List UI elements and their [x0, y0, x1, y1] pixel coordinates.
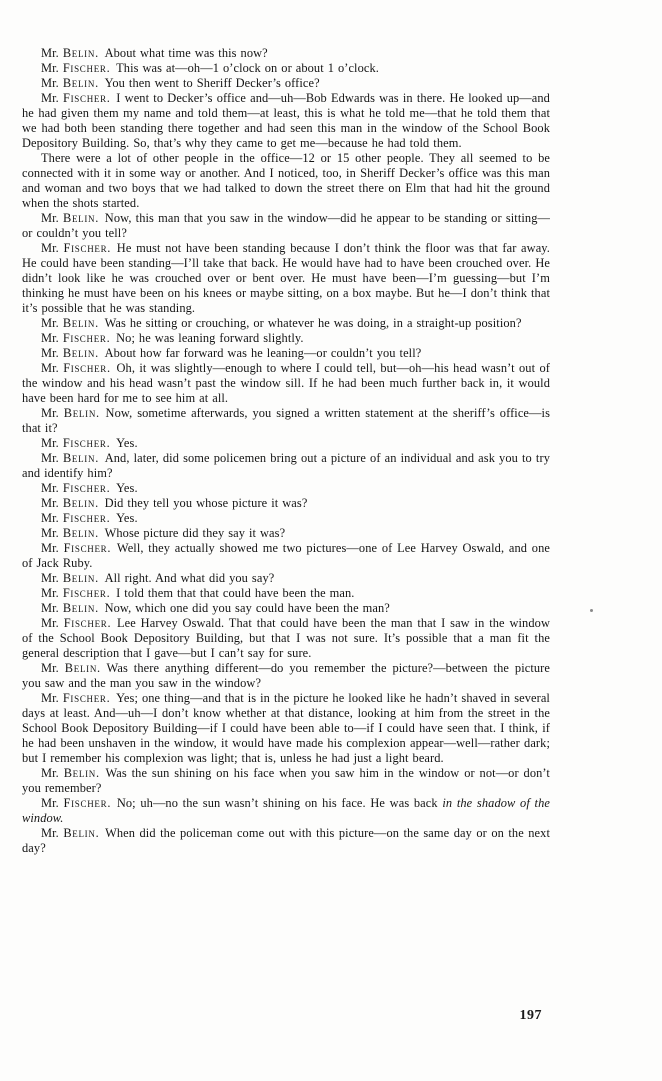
dialogue-paragraph: Mr. Fischer. This was at—oh—1 o’clock on or about 1 o’clock. — [41, 61, 379, 75]
speaker-name: Mr. Belin. — [41, 76, 99, 90]
speaker-name: Mr. Belin. — [41, 526, 99, 540]
dialogue-paragraph: Mr. Fischer. Yes. — [41, 511, 138, 525]
dialogue-paragraph: Mr. Fischer. No; he was leaning forward slightly. — [41, 331, 304, 345]
scan-speck — [590, 609, 593, 612]
speaker-name: Mr. Fischer. — [41, 541, 111, 555]
dialogue-paragraph: Mr. Fischer. He must not have been standing because I don’t think the floor was that far away. He could have been standing—I’ll take that back. He would have had to have been crouched over. He didn’t look like he was crouched over or bent over. He must have been—I’m guessing—but I’m thinking he must have been on his knees or maybe sitting, on a box maybe. But he—I don’t think that it’s possible that he was standing. — [22, 241, 550, 315]
speaker-name: Mr. Fischer. — [41, 331, 110, 345]
speaker-name: Mr. Belin. — [41, 346, 99, 360]
speaker-name: Mr. Fischer. — [41, 436, 110, 450]
speaker-name: Mr. Belin. — [41, 406, 100, 420]
dialogue-paragraph: Mr. Fischer. Yes. — [41, 481, 138, 495]
speaker-name: Mr. Belin. — [41, 316, 99, 330]
speaker-name: Mr. Fischer. — [41, 61, 110, 75]
page-number: 197 — [519, 1008, 542, 1023]
dialogue-paragraph: Mr. Belin. Now, sometime afterwards, you signed a written statement at the sheriff’s office—is that it? — [22, 406, 550, 435]
dialogue-paragraph: Mr. Belin. Was the sun shining on his face when you saw him in the window or not—or don’t you remember? — [22, 766, 550, 795]
dialogue-paragraph: Mr. Belin. Was he sitting or crouching, or whatever he was doing, in a straight-up position? — [41, 316, 522, 330]
italic-phrase: in the shadow of the window. — [22, 796, 550, 825]
dialogue-paragraph: Mr. Belin. Was there anything different—do you remember the picture?—between the picture you saw and the man you saw in the window? — [22, 661, 550, 690]
speaker-name: Mr. Belin. — [41, 601, 99, 615]
dialogue-paragraph: Mr. Belin. When did the policeman come out with this picture—on the same day or on the next day? — [22, 826, 550, 855]
testimony-transcript — [22, 46, 550, 856]
speaker-name: Mr. Belin. — [41, 766, 100, 780]
speaker-name: Mr. Fischer. — [41, 616, 111, 630]
dialogue-paragraph: Mr. Belin. About what time was this now? — [41, 46, 268, 60]
dialogue-paragraph: Mr. Fischer. Oh, it was slightly—enough to where I could tell, but—oh—his head wasn’t out of the window and his head wasn’t past the window sill. If he had been much further back in, it would have been hard for me to see him at all. — [22, 361, 550, 405]
dialogue-paragraph: Mr. Fischer. I told them that that could have been the man. — [41, 586, 355, 600]
speaker-name: Mr. Fischer. — [41, 241, 111, 255]
speaker-name: Mr. Fischer. — [41, 691, 110, 705]
speaker-name: Mr. Belin. — [41, 496, 99, 510]
dialogue-paragraph: Mr. Fischer. I went to Decker’s office and—uh—Bob Edwards was in there. He looked up—and he had given them my name and told them—at least, this is what he told me—that he told them that we had both been standing there together and had seen this man in the window of the School Book Depository Building. So, that’s why they came to get me—because he had told them. — [22, 91, 550, 150]
dialogue-paragraph: Mr. Belin. Did they tell you whose picture it was? — [41, 496, 308, 510]
speaker-name: Mr. Belin. — [41, 826, 99, 840]
speaker-name: Mr. Belin. — [41, 661, 101, 675]
speaker-name: Mr. Fischer. — [41, 586, 110, 600]
dialogue-paragraph: Mr. Belin. About how far forward was he leaning—or couldn’t you tell? — [41, 346, 422, 360]
dialogue-paragraph: Mr. Fischer. Lee Harvey Oswald. That that could have been the man that I saw in the window of the School Book Depository Building, but that I was not sure. It’s possible that a man fit the general description that I gave—but I can’t say for sure. — [22, 616, 550, 660]
speaker-name: Mr. Belin. — [41, 46, 99, 60]
dialogue-paragraph: Mr. Belin. All right. And what did you say? — [41, 571, 275, 585]
dialogue-paragraph: Mr. Belin. You then went to Sheriff Decker’s office? — [41, 76, 320, 90]
speaker-name: Mr. Fischer. — [41, 481, 110, 495]
speaker-name: Mr. Belin. — [41, 211, 99, 225]
speaker-name: Mr. Belin. — [41, 451, 99, 465]
speaker-name: Mr. Fischer. — [41, 91, 110, 105]
dialogue-paragraph: Mr. Fischer. Yes; one thing—and that is in the picture he looked like he hadn’t shaved in several days at least. And—uh—I don’t know whether at that distance, looking at him from the street in the School Book Depository Building—if I could have been able to—if I could have seen that. I think, if he had been unshaven in the window, it would have made his complexion appear—well—rather dark; but I remember his complexion was light; that is, unless he had just a light beard. — [22, 691, 550, 765]
speaker-name: Mr. Belin. — [41, 571, 99, 585]
speaker-name: Mr. Fischer. — [41, 511, 110, 525]
speaker-name: Mr. Fischer. — [41, 361, 111, 375]
speaker-name: Mr. Fischer. — [41, 796, 111, 810]
dialogue-paragraph: Mr. Belin. Now, which one did you say could have been the man? — [41, 601, 390, 615]
dialogue-paragraph: Mr. Belin. And, later, did some policemen bring out a picture of an individual and ask you to try and identify him? — [22, 451, 550, 480]
dialogue-paragraph: There were a lot of other people in the office—12 or 15 other people. They all seemed to be connected with it in some way or another. And I noticed, too, in Sheriff Decker’s office was this man and woman and two boys that we had talked to down the street there on Elm that had hit the ground when the shots started. — [22, 151, 550, 210]
dialogue-paragraph: Mr. Belin. Whose picture did they say it was? — [41, 526, 286, 540]
dialogue-paragraph: Mr. Fischer. Well, they actually showed me two pictures—one of Lee Harvey Oswald, and one of Jack Ruby. — [22, 541, 550, 570]
dialogue-paragraph: Mr. Belin. Now, this man that you saw in the window—did he appear to be standing or sitting—or couldn’t you tell? — [22, 211, 550, 240]
dialogue-paragraph: Mr. Fischer. Yes. — [41, 436, 138, 450]
dialogue-paragraph: Mr. Fischer. No; uh—no the sun wasn’t shining on his face. He was back in the shadow of the window. — [22, 796, 550, 825]
